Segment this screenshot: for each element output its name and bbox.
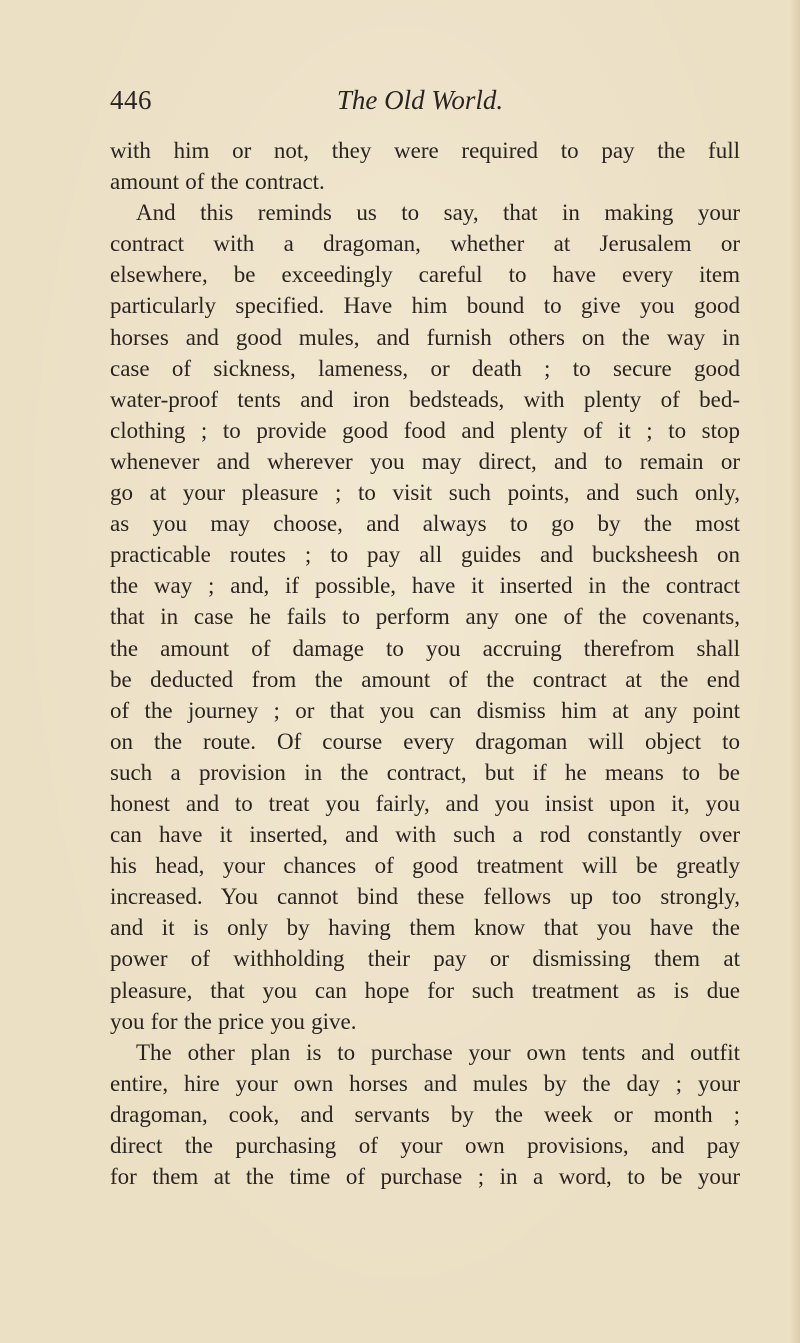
page-edge-shadow — [790, 0, 800, 1343]
page-number: 446 — [110, 85, 152, 115]
text-line: pleasure, that you can hope for such treatment as is due — [110, 977, 740, 1003]
running-title: The Old World. — [336, 85, 504, 115]
text-line: his head, your chances of good treatment will be greatly — [110, 853, 740, 879]
page-header — [110, 80, 730, 120]
text-line: the amount of damage to you accruing therefrom shall — [110, 635, 740, 661]
text-line: you for the price you give. — [110, 1008, 357, 1034]
text-line: The other plan is to purchase your own tents and outfit — [136, 1039, 740, 1065]
text-line: practicable routes ; to pay all guides and bucksheesh on — [110, 542, 740, 568]
text-line: horses and good mules, and furnish others on the way in — [110, 324, 740, 350]
text-line: And this reminds us to say, that in making your — [136, 200, 740, 226]
text-line: clothing ; to provide good food and plenty of it ; to stop — [110, 417, 740, 443]
text-line: that in case he fails to perform any one of the covenants, — [110, 604, 740, 630]
body-text — [110, 135, 740, 1192]
text-line: be deducted from the amount of the contract at the end — [110, 666, 740, 692]
text-line: can have it inserted, and with such a rod constantly over — [110, 822, 740, 848]
text-line: on the route. Of course every dragoman will object to — [110, 728, 740, 754]
text-line: the way ; and, if possible, have it inserted in the contract — [110, 573, 740, 599]
text-line: direct the purchasing of your own provisions, and pay — [110, 1133, 740, 1158]
text-line: elsewhere, be exceedingly careful to have every item — [110, 262, 740, 288]
text-line: honest and to treat you fairly, and you insist upon it, you — [110, 790, 740, 816]
text-line: whenever and wherever you may direct, and to remain or — [110, 448, 740, 474]
text-line: such a provision in the contract, but if he means to be — [110, 759, 740, 785]
text-line: and it is only by having them know that you have the — [110, 915, 740, 941]
text-line: power of withholding their pay or dismissing them at — [110, 946, 740, 972]
text-line: case of sickness, lameness, or death ; to secure good — [110, 355, 740, 381]
text-line: amount of the contract. — [110, 169, 325, 195]
text-line: as you may choose, and always to go by the most — [110, 511, 740, 537]
text-line: entire, hire your own horses and mules by the day ; your — [110, 1070, 740, 1096]
text-line: contract with a dragoman, whether at Jerusalem or — [110, 231, 740, 257]
text-line: water-proof tents and iron bedsteads, with plenty of bed- — [110, 386, 740, 412]
text-line: of the journey ; or that you can dismiss him at any point — [110, 697, 740, 723]
text-line: increased. You cannot bind these fellows up too strongly, — [110, 884, 740, 910]
text-line: dragoman, cook, and servants by the week or month ; — [110, 1101, 740, 1127]
text-line: particularly specified. Have him bound to give you good — [110, 293, 740, 319]
text-line: for them at the time of purchase ; in a word, to be your — [110, 1164, 740, 1190]
text-line: with him or not, they were required to pay the full — [110, 138, 740, 163]
text-line: go at your pleasure ; to visit such points, and such only, — [110, 480, 740, 506]
